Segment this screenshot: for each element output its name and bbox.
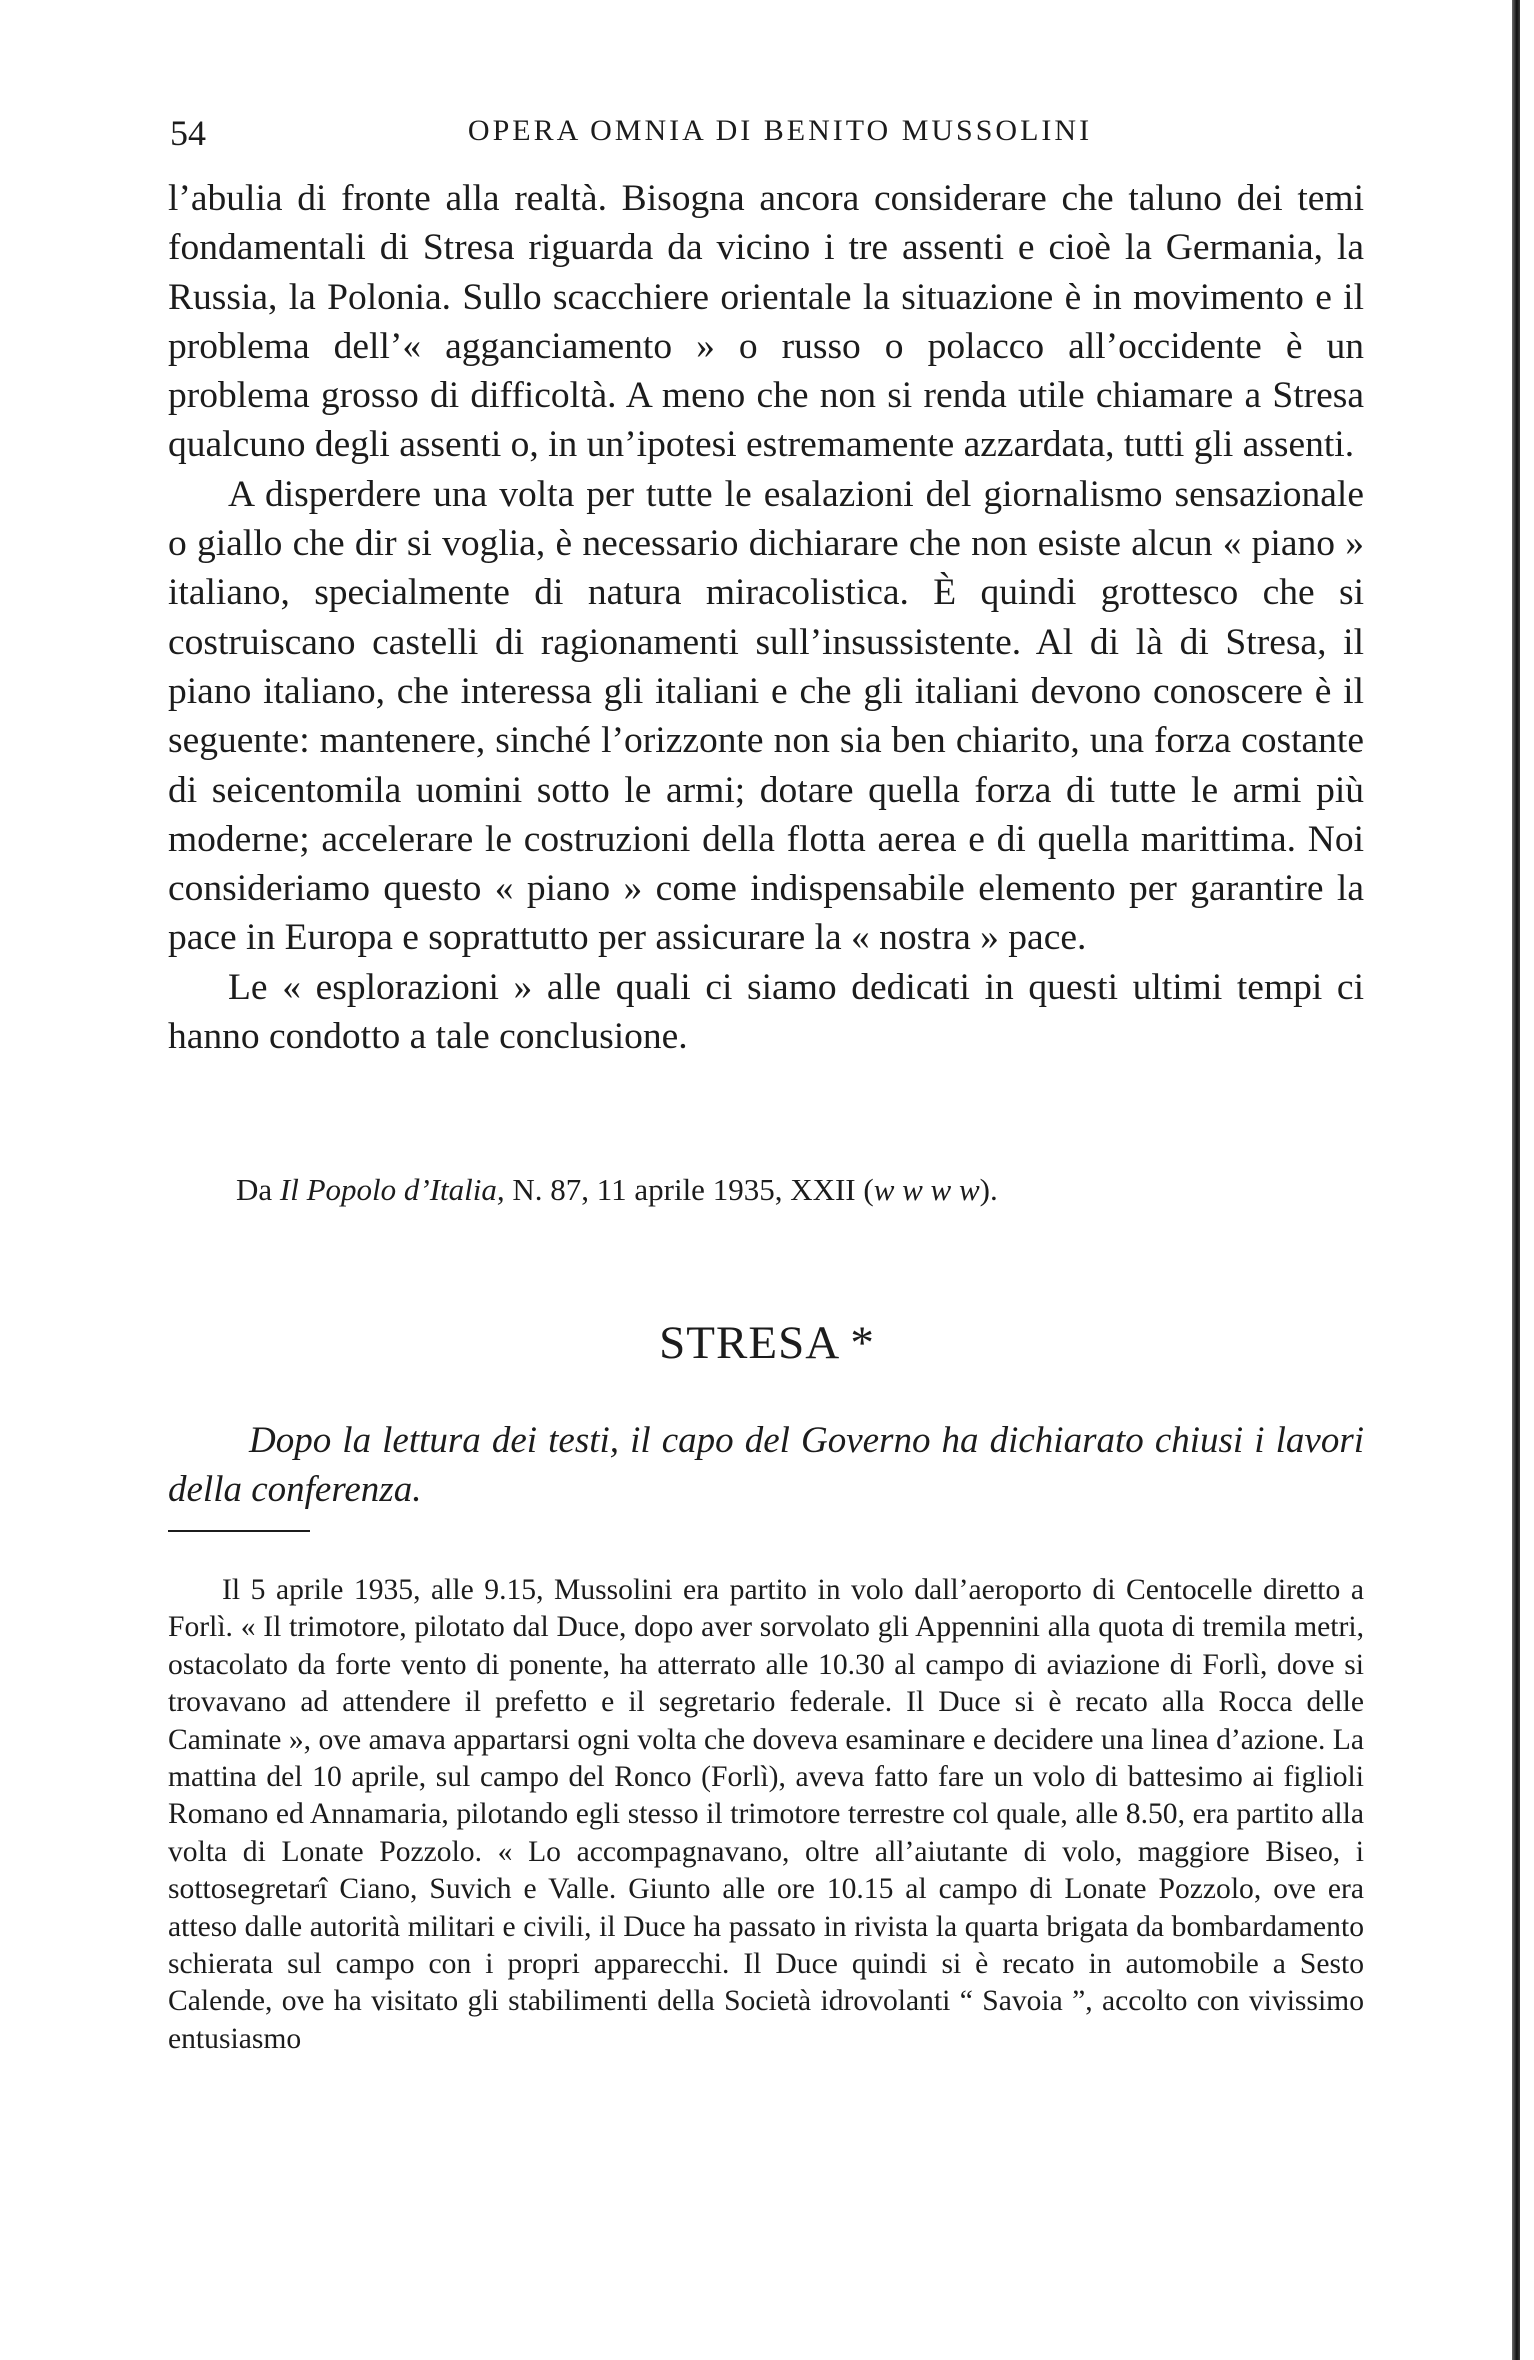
source-signature: w w w w bbox=[873, 1172, 980, 1207]
source-prefix: Da bbox=[236, 1172, 280, 1207]
article-body bbox=[168, 174, 1364, 1061]
section-summary bbox=[168, 1416, 1364, 1514]
running-head bbox=[170, 108, 1390, 158]
section-summary-text: Dopo la lettura dei testi, il capo del Governo ha dichiarato chiusi i lavori della conferenza. bbox=[168, 1420, 1364, 1510]
body-paragraph-2: A disperdere una volta per tutte le esalazioni del giornalismo sensazionale o giallo che dir si voglia, è necessario dichiarare che non esiste alcun « piano » italiano, specialmente di natura miracolistica. È quindi grottesco che si costruiscano castelli di ragionamenti sull’insussistente. Al di là di Stresa, il piano italiano, che interessa gli italiani e che gli italiani devono conoscere è il seguente: mantenere, sinché l’orizzonte non sia ben chiarito, una forza costante di seicentomila uomini sotto le armi; dotare quella forza di tutte le armi più moderne; accelerare le costruzioni della flotta aerea e di quella marittima. Noi consideriamo questo « piano » come indispensabile elemento per garantire la pace in Europa e soprattutto per assicurare la « nostra » pace. bbox=[168, 473, 1364, 959]
section-title bbox=[0, 1316, 1534, 1370]
book-title: OPERA OMNIA DI BENITO MUSSOLINI bbox=[467, 114, 1093, 147]
footnote bbox=[168, 1572, 1364, 2058]
footnote-divider bbox=[168, 1530, 310, 1532]
page-number: 54 bbox=[170, 113, 206, 153]
footnote-text: Il 5 aprile 1935, alle 9.15, Mussolini era partito in volo dall’aeroporto di Centocelle diretto a Forlì. « Il trimotore, pilotato dal Duce, dopo aver sorvolato gli Appennini alla quota di tremila metri, ostacolato da forte vento di ponente, ha atterrato alle 10.30 al campo di aviazione di Forlì, dove si trovavano ad attendere il prefetto e il segretario federale. Il Duce si è recato alla Rocca delle Caminate », ove amava appartarsi ogni volta che doveva esaminare e decidere una linea d’azione. La mattina del 10 aprile, sul campo del Ronco (Forlì), aveva fatto fare un volo di battesimo ai figlioli Romano ed Annamaria, pilotando egli stesso il trimotore terrestre col quale, alle 8.50, era partito alla volta di Lonate Pozzolo. « Lo accompagnavano, oltre all’aiutante di volo, maggiore Biseo, i sottosegretarî Ciano, Suvich e Valle. Giunto alle ore 10.15 al campo di Lonate Pozzolo, ove era atteso dalle autorità militari e civili, il Duce ha passato in rivista la quarta brigata da bombardamento schierata sul campo con i propri apparecchi. Il Duce quindi si è recato in automobile a Sesto Calende, ove ha visitato gli stabilimenti della Società idrovolanti “ Savoia ”, accolto con vivissimo entusiasmo bbox=[168, 1574, 1364, 2055]
source-newspaper: Il Popolo d’Italia, bbox=[279, 1172, 505, 1207]
source-citation bbox=[236, 1172, 998, 1208]
section-title-text: STRESA * bbox=[659, 1317, 875, 1369]
scan-edge-shadow bbox=[1512, 0, 1520, 2360]
source-details: N. 87, 11 aprile 1935, XXII ( bbox=[504, 1172, 874, 1207]
source-suffix: ). bbox=[979, 1172, 998, 1207]
body-paragraph-3: Le « esplorazioni » alle quali ci siamo dedicati in questi ultimi tempi ci hanno condotto a tale conclusione. bbox=[168, 966, 1364, 1058]
body-paragraph-1: l’abulia di fronte alla realtà. Bisogna ancora considerare che taluno dei temi fondamentali di Stresa riguarda da vicino i tre assenti e cioè la Germania, la Russia, la Polonia. Sullo scacchiere orientale la situazione è in movimento e il problema dell’« agganciamento » o russo o polacco all’occidente è un problema grosso di difficoltà. A meno che non si renda utile chiamare a Stresa qualcuno degli assenti o, in un’ipotesi estremamente azzardata, tutti gli assenti. bbox=[168, 178, 1364, 466]
